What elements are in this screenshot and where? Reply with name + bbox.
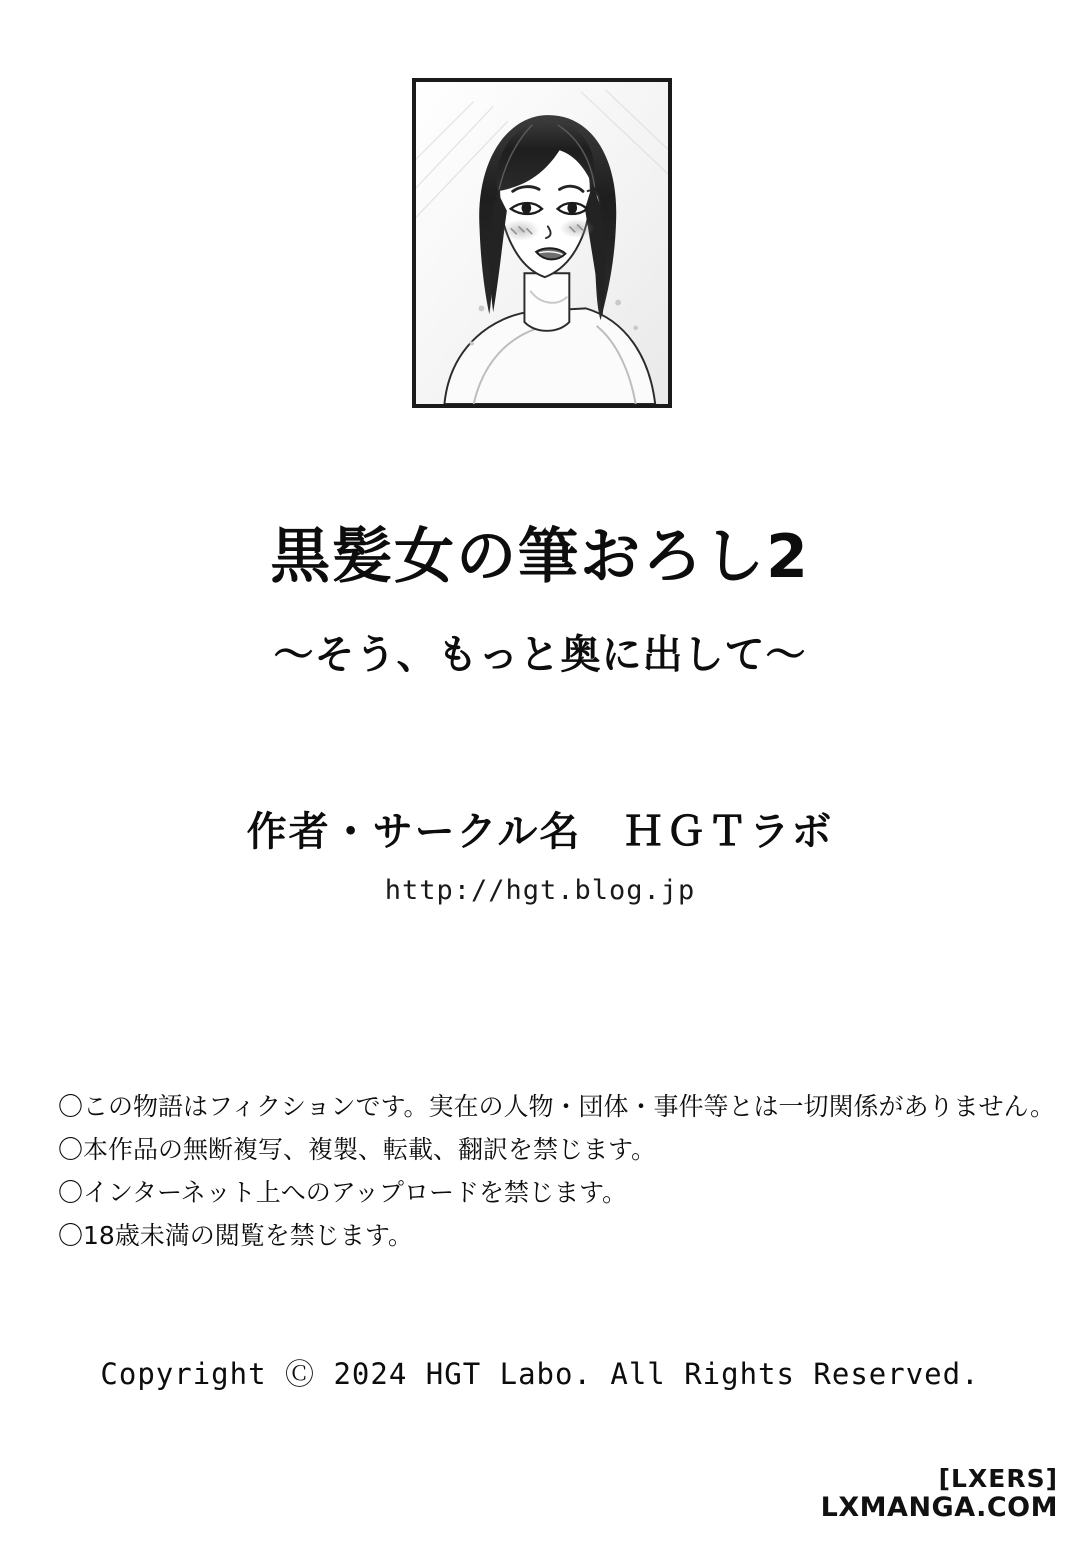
watermark-site-name: LXMANGA.COM bbox=[820, 1492, 1058, 1523]
watermark-group-tag: [LXERS] bbox=[938, 1464, 1058, 1493]
notice-item: 〇インターネット上へのアップロードを禁じます。 bbox=[58, 1178, 628, 1207]
cover-thumbnail-frame bbox=[412, 78, 672, 408]
watermark bbox=[821, 1465, 1058, 1523]
author-circle-name: 作者・サークル名 ＨＧＴラボ bbox=[246, 809, 834, 855]
page-title: 黒髪女の筆おろし2 bbox=[270, 522, 810, 592]
author-website-url[interactable]: http://hgt.blog.jp bbox=[384, 875, 696, 906]
title-block bbox=[0, 520, 1080, 680]
author-block bbox=[0, 800, 1080, 906]
copyright-text: Copyright Ⓒ 2024 HGT Labo. All Rights Reserved. bbox=[100, 1357, 980, 1391]
notice-item: 〇本作品の無断複写、複製、転載、翻訳を禁じます。 bbox=[58, 1135, 657, 1164]
page-subtitle: 〜そう、もっと奥に出して〜 bbox=[273, 632, 807, 678]
notice-list bbox=[58, 1085, 1058, 1257]
cover-illustration bbox=[416, 82, 668, 404]
notice-item: 〇18歳未満の閲覧を禁じます。 bbox=[58, 1221, 413, 1250]
notice-item: 〇この物語はフィクションです。実在の人物・団体・事件等とは一切関係がありません。 bbox=[58, 1092, 1056, 1121]
